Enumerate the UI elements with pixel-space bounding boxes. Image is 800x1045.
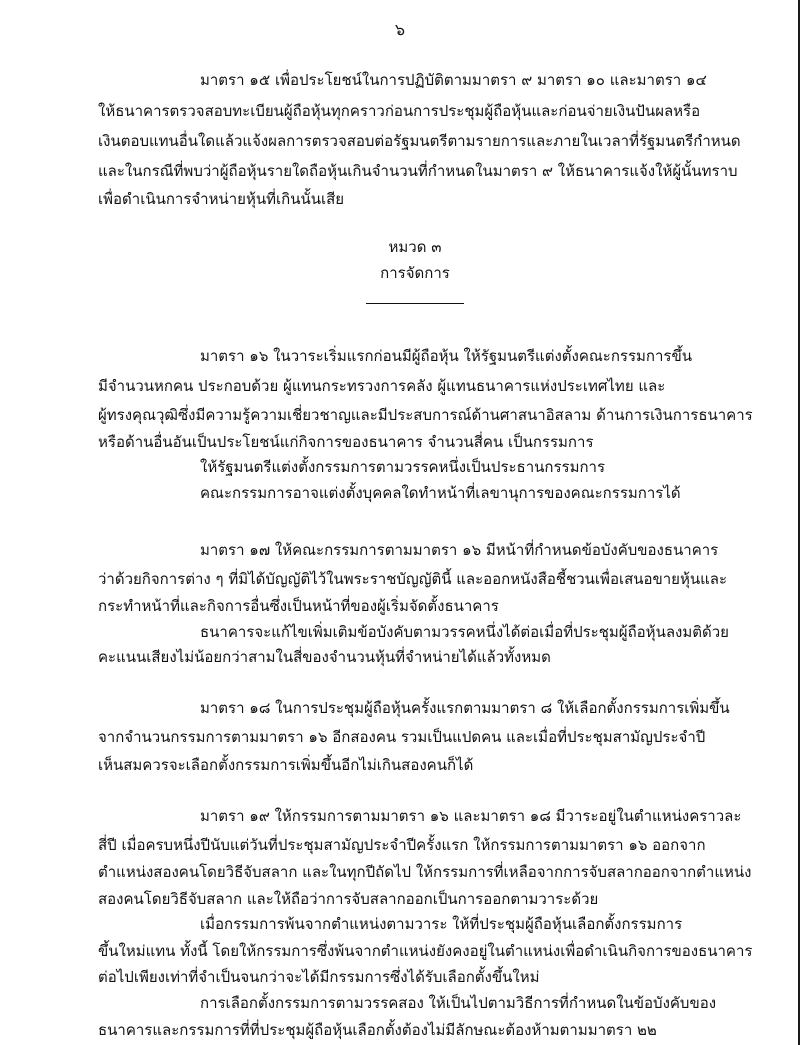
chapter-number: หมวด ๓ — [388, 238, 442, 256]
section15-line-4: และในกรณีที่พบว่าผู้ถือหุ้นรายใดถือหุ้นเกินจำนวนที่กำหนดในมาตรา ๙ ให้ธนาคารแจ้งให้ผู้นั้นทราบ — [98, 162, 738, 180]
section17-line-4: ธนาคารจะแก้ไขเพิ่มเติมข้อบังคับตามวรรคหนึ่งได้ต่อเมื่อที่ประชุมผู้ถือหุ้นลงมติด้วย — [200, 623, 729, 641]
section16-line-3: ผู้ทรงคุณวุฒิซึ่งมีความรู้ความเชี่ยวชาญและมีประสบการณ์ด้านศาสนาอิสลาม ด้านการเงินการธนาคาร — [98, 406, 753, 424]
section16-line-4: หรือด้านอื่นอันเป็นประโยชน์แก่กิจการของธนาคาร จำนวนสี่คน เป็นกรรมการ — [98, 433, 594, 451]
section19-line-4: สองคนโดยวิธีจับสลาก และให้ถือว่าการจับสลากออกเป็นการออกตามวาระด้วย — [98, 890, 599, 908]
section19-line-9: ธนาคารและกรรมการที่ที่ประชุมผู้ถือหุ้นเลือกตั้งต้องไม่มีลักษณะต้องห้ามตามมาตรา ๒๒ — [98, 1021, 657, 1039]
section16-line-2: มีจำนวนหกคน ประกอบด้วย ผู้แทนกระทรวงการคลัง ผู้แทนธนาคารแห่งประเทศไทย และ — [98, 377, 666, 395]
section17-line-1: มาตรา ๑๗ ให้คณะกรรมการตามมาตรา ๑๖ มีหน้าที่กำหนดข้อบังคับของธนาคาร — [200, 541, 719, 559]
section18-line-1: มาตรา ๑๘ ในการประชุมผู้ถือหุ้นครั้งแรกตามมาตรา ๘ ให้เลือกตั้งกรรมการเพิ่มขึ้น — [200, 699, 730, 717]
section17-line-5: คะแนนเสียงไม่น้อยกว่าสามในสี่ของจำนวนหุ้นที่จำหน่ายได้แล้วทั้งหมด — [98, 648, 551, 666]
section15-line-5: เพื่อดำเนินการจำหน่ายหุ้นที่เกินนั้นเสีย — [98, 190, 345, 208]
section16-line-6: คณะกรรมการอาจแต่งตั้งบุคคลใดทำหน้าที่เลขานุการของคณะกรรมการได้ — [200, 484, 681, 502]
section19-line-7: ต่อไปเพียงเท่าที่จำเป็นจนกว่าจะได้มีกรรมการซึ่งได้รับเลือกตั้งขึ้นใหม่ — [98, 968, 540, 986]
section19-line-3: ตำแหน่งสองคนโดยวิธีจับสลาก และในทุกปีถัดไป ให้กรรมการที่เหลือจากการจับสลากออกจากตำแหน่ง — [98, 863, 752, 881]
section19-line-6: ขึ้นใหม่แทน ทั้งนี้ โดยให้กรรมการซึ่งพ้นจากตำแหน่งยังคงอยู่ในตำแหน่งเพื่อดำเนินกิจการของธนาคาร — [98, 942, 753, 960]
chapter-title: การจัดการ — [380, 264, 450, 282]
section17-line-2: ว่าด้วยกิจการต่าง ๆ ที่มิได้บัญญัติไว้ในพระราชบัญญัตินี้ และออกหนังสือชี้ชวนเพื่อเสนอขายหุ้นและ — [98, 570, 728, 588]
section18-line-3: เห็นสมควรจะเลือกตั้งกรรมการเพิ่มขึ้นอีกไม่เกินสองคนก็ได้ — [98, 756, 474, 774]
section15-line-1: มาตรา ๑๕ เพื่อประโยชน์ในการปฏิบัติตามมาตรา ๙ มาตรา ๑๐ และมาตรา ๑๔ — [200, 71, 707, 89]
section15-line-2: ให้ธนาคารตรวจสอบทะเบียนผู้ถือหุ้นทุกคราวก่อนการประชุมผู้ถือหุ้นและก่อนจ่ายเงินปันผลหรือ — [98, 102, 701, 120]
section19-line-8: การเลือกตั้งกรรมการตามวรรคสอง ให้เป็นไปตามวิธีการที่กำหนดในข้อบังคับของ — [200, 994, 717, 1012]
section19-line-2: สี่ปี เมื่อครบหนึ่งปีนับแต่วันที่ประชุมสามัญประจำปีครั้งแรก ให้กรรมการตามมาตรา ๑๖ ออกจาก — [98, 836, 706, 854]
section16-line-1: มาตรา ๑๖ ในวาระเริ่มแรกก่อนมีผู้ถือหุ้น ให้รัฐมนตรีแต่งตั้งคณะกรรมการขึ้น — [200, 347, 692, 365]
section16-line-5: ให้รัฐมนตรีแต่งตั้งกรรมการตามวรรคหนึ่งเป็นประธานกรรมการ — [200, 458, 606, 476]
section19-line-5: เมื่อกรรมการพ้นจากตำแหน่งตามวาระ ให้ที่ประชุมผู้ถือหุ้นเลือกตั้งกรรมการ — [200, 915, 683, 933]
section18-line-2: จากจำนวนกรรมการตามมาตรา ๑๖ อีกสองคน รวมเป็นแปดคน และเมื่อที่ประชุมสามัญประจำปี — [98, 728, 706, 746]
section15-line-3: เงินตอบแทนอื่นใดแล้วแจ้งผลการตรวจสอบต่อรัฐมนตรีตามรายการและภายในเวลาที่รัฐมนตรีกำหนด — [98, 132, 741, 150]
section19-line-1: มาตรา ๑๙ ให้กรรมการตามมาตรา ๑๖ และมาตรา ๑๘ มีวาระอยู่ในตำแหน่งคราวละ — [200, 807, 742, 825]
page-number: ๖ — [394, 20, 406, 39]
chapter-divider — [366, 303, 464, 304]
section17-line-3: กระทำหน้าที่และกิจการอื่นซึ่งเป็นหน้าที่ของผู้เริ่มจัดตั้งธนาคาร — [98, 597, 499, 615]
